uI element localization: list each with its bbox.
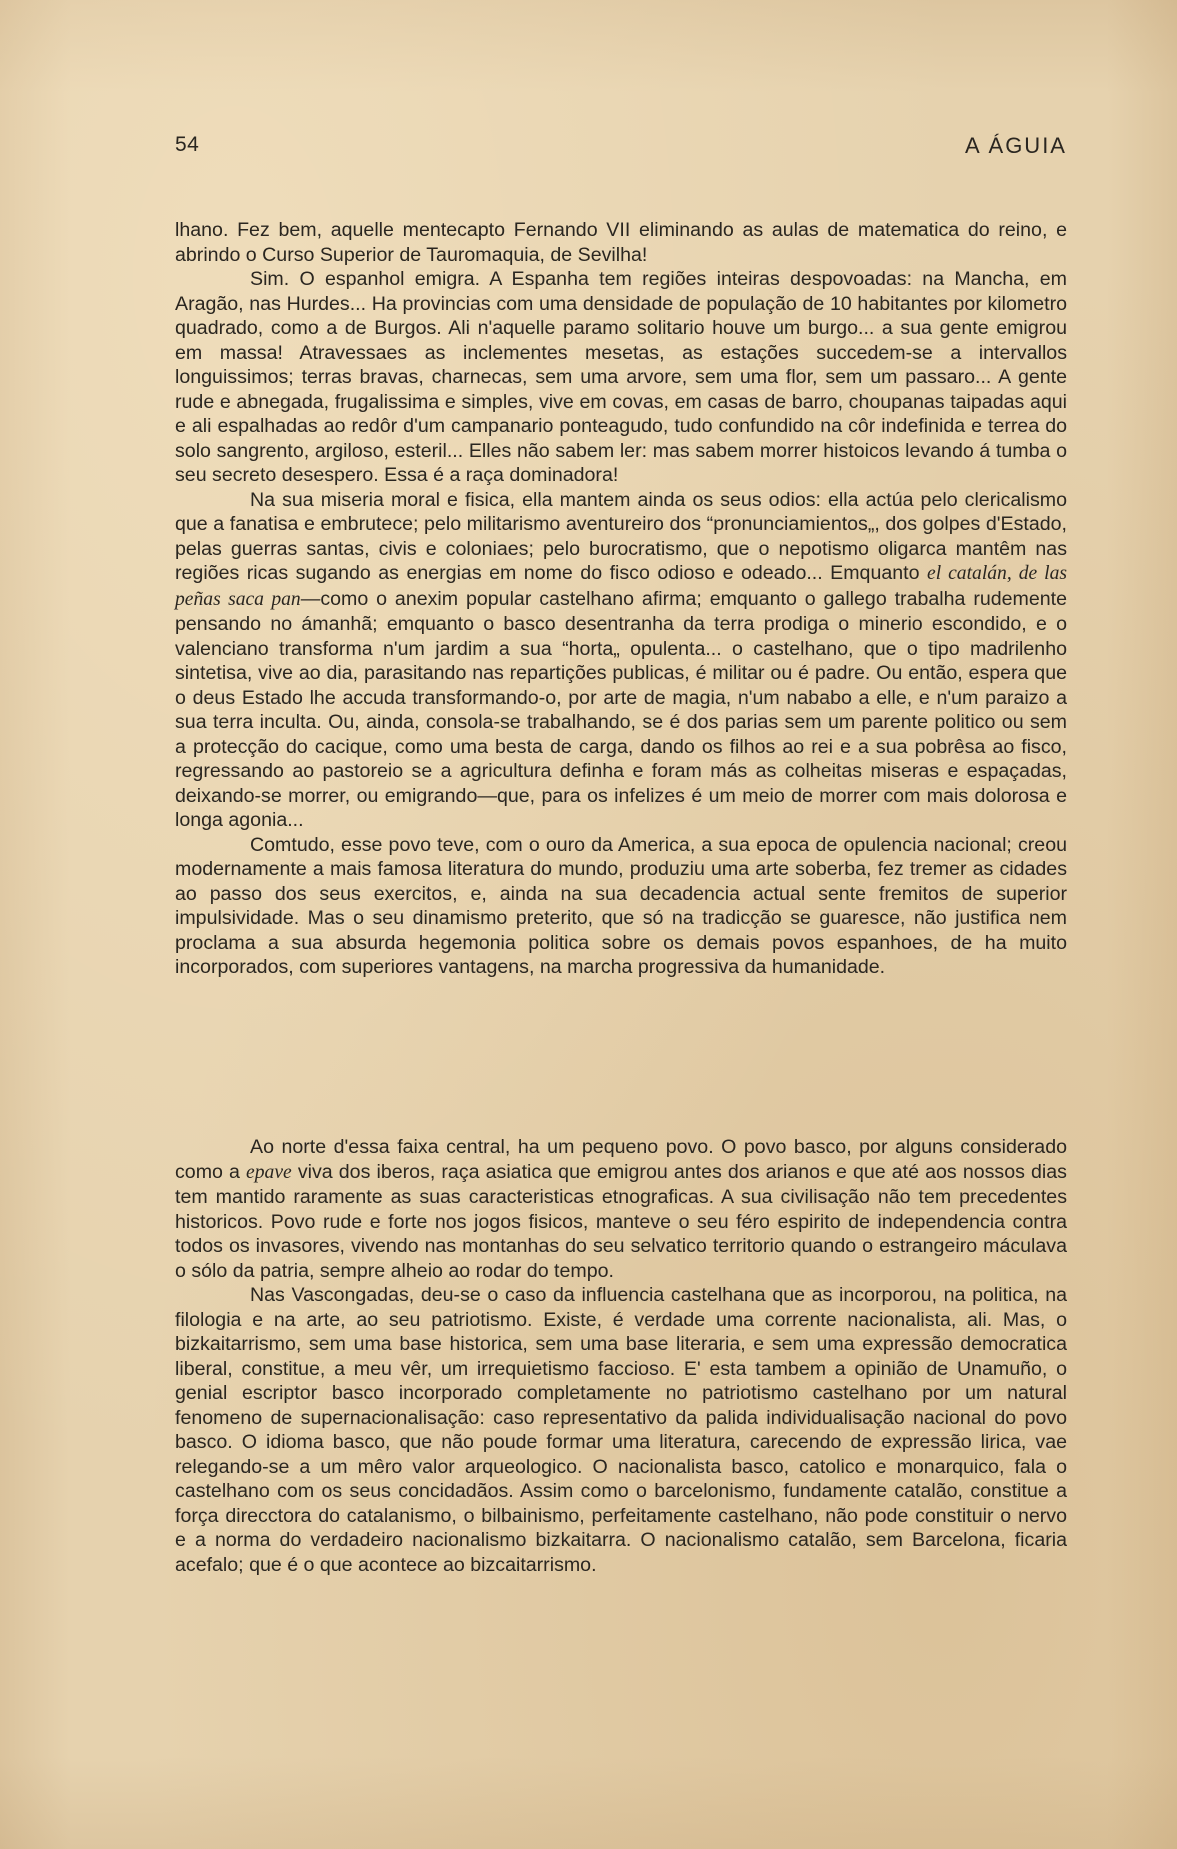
italic-proverb: el catalán, de las peñas saca pan [175, 563, 1067, 610]
section-one [175, 218, 1067, 980]
italic-epave: epave [246, 1161, 292, 1183]
paragraph-basque-people [175, 1135, 1067, 1283]
paragraph-vascongadas: Nas Vascongadas, deu-se o caso da influencia castelhana que as incorporou, na politica, na filologia e na arte, ao seu patriotismo. Existe, é verdade uma corrente nacionalista, ali. Mas, o bizkaitarrismo, sem uma base historica, sem uma base literaria, e sem uma expressão democratica liberal, constitue, a meu vêr, um irrequietismo faccioso. E' esta tambem a opinião de Unamuño, o genial escriptor basco incorporado completamente no patriotismo castelhano por um natural fenomeno de supernacionalisação: caso representativo da palida individualisação nacional do povo basco. O idioma basco, que não poude formar uma literatura, carecendo de expressão lirica, vae relegando-se a um mêro valor arqueologico. O nacionalista basco, catolico e monarquico, fala o castelhano com os seus concidadãos. Assim como o barcelonismo, fundamente catalão, constitue a força direcctora do catalanismo, o bilbainismo, perfeitamente castelhano, não pode constituir o nervo e a norma do verdadeiro nacionalismo bizkaitarra. O nacionalismo catalão, sem Barcelona, ficaria acefalo; que é o que acontece ao bizcaitarrismo. [175, 1284, 1067, 1576]
paragraph-emigration: Sim. O espanhol emigra. A Espanha tem regiões inteiras despovoadas: na Mancha, em Aragão, nas Hurdes... Ha provincias com uma densidade de população de 10 habitantes por kilometro quadrado, como a de Burgos. Ali n'aquelle paramo solitario houve um burgo... a sua gente emigrou em massa! Atravessaes as inclementes mesetas, as estações succedem-se a intervallos longuissimos; terras bravas, charnecas, sem uma arvore, sem uma flor, sem um passaro... A gente rude e abnegada, frugalissima e simples, vive em covas, em casas de barro, choupanas taipadas aqui e ali espalhadas ao redôr d'um campanario ponteagudo, tudo confundido na côr indefinida e terrea do solo sangrento, argiloso, esteril... Elles não sabem ler: mas sabem morrer histoicos levando á tumba o seu secreto desespero. Essa é a raça dominadora! [175, 268, 1067, 486]
paragraph-text-a: Ao norte d'essa faixa central, ha um pequeno povo. O povo basco, por alguns considerado como a [175, 1136, 1067, 1183]
paragraph-opulence: Comtudo, esse povo teve, com o ouro da America, a sua epoca de opulencia nacional; creou modernamente a mais famosa literatura do mundo, produziu uma arte soberba, fez tremer as cidades ao passo dos seus exercitos, e, ainda na sua decadencia actual sente fremitos de superior impulsividade. Mas o seu dinamismo preterito, que só na tradicção se guaresce, não justifica nem proclama a sua absurda hegemonia politica sobre os demais povos espanhoes, de ha muito incorporados, com superiores vantagens, na marcha progressiva da humanidade. [175, 833, 1067, 978]
page-header [175, 133, 1067, 163]
paragraph-text-b: viva dos iberos, raça asiatica que emigrou antes dos arianos e que até aos nossos dias tem mantido raramente as suas caracteristicas etnograficas. A sua civilisação não tem precedentes historicos. Povo rude e forte nos jogos fisicos, manteve o seu féro espirito de independencia contra todos os invasores, vivendo nas montanhas do seu selvatico territorio quando o estrangeiro máculava o sólo da patria, sempre alheio ao rodar do tempo. [175, 1160, 1067, 1282]
running-title: A ÁGUIA [964, 133, 1067, 158]
page-number: 54 [175, 133, 200, 156]
paragraph-text-b: —como o anexim popular castelhano afirma; emquanto o gallego trabalha rudemente pensando no ámanhã; emquanto o basco desentranha da terra prodiga o minerio escondido, e o valenciano transforma n'um jardim a sua “horta„ opulenta... o castelhano, que o tipo madrilenho sintetisa, vive ao dia, parasitando nas repartições publicas, é militar ou é padre. Ou então, espera que o deus Estado lhe accuda transformando-o, por arte de magia, n'um nababo a elle, e n'um paraizo a sua terra inculta. Ou, ainda, consola-se trabalhando, se é dos parias sem um parente politico ou sem a protecção do cacique, como uma besta de carga, dando os filhos ao rei e a sua pobrêsa ao fisco, regressando ao pastoreio se a agricultura definha e foram más as colheitas miseras e espaçadas, deixando-se morrer, ou emigrando—que, para os infelizes é um meio de morrer com mais dolorosa e longa agonia... [175, 587, 1067, 831]
section-two [175, 1135, 1067, 1577]
paragraph-continuation: lhano. Fez bem, aquelle mentecapto Fernando VII eliminando as aulas de matematica do reino, e abrindo o Curso Superior de Tauromaquia, de Sevilha! [175, 219, 1067, 266]
paragraph-text-a: Na sua miseria moral e fisica, ella mantem ainda os seus odios: ella actúa pelo clericalismo que a fanatisa e embrutece; pelo militarismo aventureiro dos “pronunciamientos„, dos golpes d'Estado, pelas guerras santas, civis e coloniaes; pelo burocratismo, que o nepotismo oligarca mantêm nas regiões ricas sugando as energias em nome do fisco odioso e odeado... Emquanto [175, 488, 1067, 584]
paragraph-moral-misery [175, 488, 1067, 833]
